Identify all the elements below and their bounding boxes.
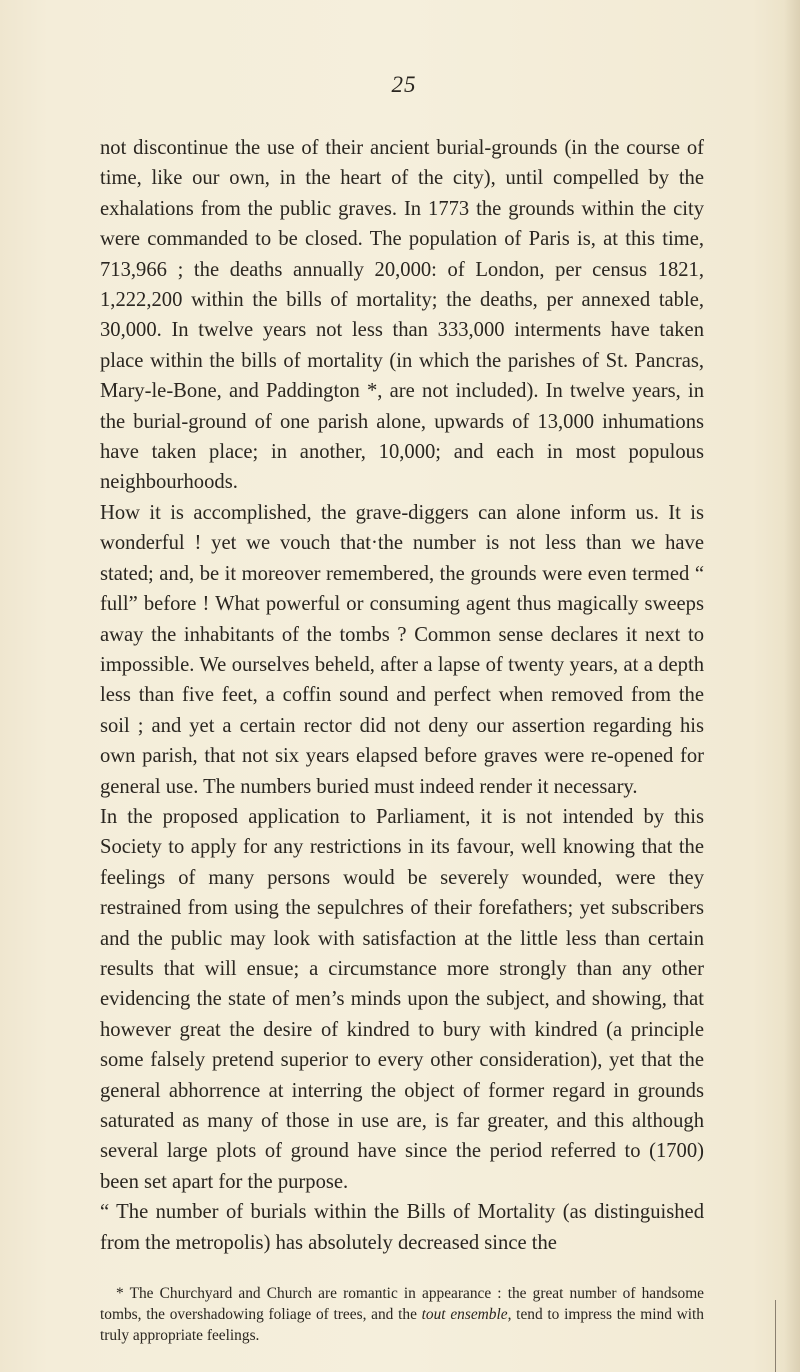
footnote-marker: *	[116, 1285, 124, 1302]
page-edge-shadow	[784, 0, 800, 1372]
page-number: 25	[391, 72, 417, 97]
paragraph-3: In the proposed application to Parliament, it is not intended by this Society to apply for any restrictions in its favour, well knowing that the feelings of many persons would be severely wounded, were they restrained from using the sepulchres of their forefathers; yet subscribers and the public may look with satisfaction at the little less than certain results that will ensue; a circumstance more strongly than any other evidencing the state of men’s minds upon the subject, and showing, that however great the desire of kindred to bury with kindred (a principle some falsely pretend superior to every other consideration), yet that the general abhorrence at interring the object of former regard in grounds saturated as many of those in use are, is far greater, and this although several large plots of ground have since the period referred to (1700) been set apart for the purpose.	[100, 805, 704, 1193]
footnote-text-before: The Churchyard and Church are romantic in appearance : the great number of handsome tombs, the overshadowing foliage of trees, and the	[100, 1285, 704, 1323]
footnote-text-after: tend to impress the mind with truly appropriate feelings.	[100, 1306, 704, 1344]
paragraph-1: not discontinue the use of their ancient burial-grounds (in the course of time, like our own, in the heart of the city), until compelled by the exhalations from the public graves. In 1773 the grounds within the city were commanded to be closed. The population of Paris is, at this time, 713,966 ; the deaths annually 20,000: of London, per census 1821, 1,222,200 within the bills of mortality; the deaths, per annexed table, 30,000. In twelve years not less than 333,000 interments have taken place within the bills of mortality (in which the parishes of St. Pancras, Mary-le-Bone, and Paddington *, are not included). In twelve years, in the burial-ground of one parish alone, upwards of 13,000 inhumations have taken place; in another, 10,000; and each in most populous neighbourhoods.	[100, 137, 704, 494]
body-text	[100, 133, 704, 1258]
page-edge-mark	[775, 1300, 776, 1372]
footnote-italic-text: tout ensemble,	[421, 1306, 512, 1323]
paragraph-2: How it is accomplished, the grave-diggers can alone inform us. It is wonderful ! yet we vouch that·the number is not less than we have stated; and, be it moreover remembered, the grounds were even termed “ full” before ! What powerful or consuming agent thus magically sweeps away the inhabitants of the tombs ? Common sense declares it next to impossible. We ourselves beheld, after a lapse of twenty years, at a depth less than five feet, a coffin sound and perfect when removed from the soil ; and yet a certain rector did not deny our assertion regarding his own parish, that not six years elapsed before graves were re-opened for general use. The numbers buried must indeed render it necessary.	[100, 501, 704, 798]
paragraph-4: “ The number of burials within the Bills of Mortality (as distinguished from the metropolis) has absolutely decreased since the	[100, 1201, 704, 1254]
footnote	[100, 1283, 704, 1346]
footnote-paragraph	[100, 1283, 704, 1346]
